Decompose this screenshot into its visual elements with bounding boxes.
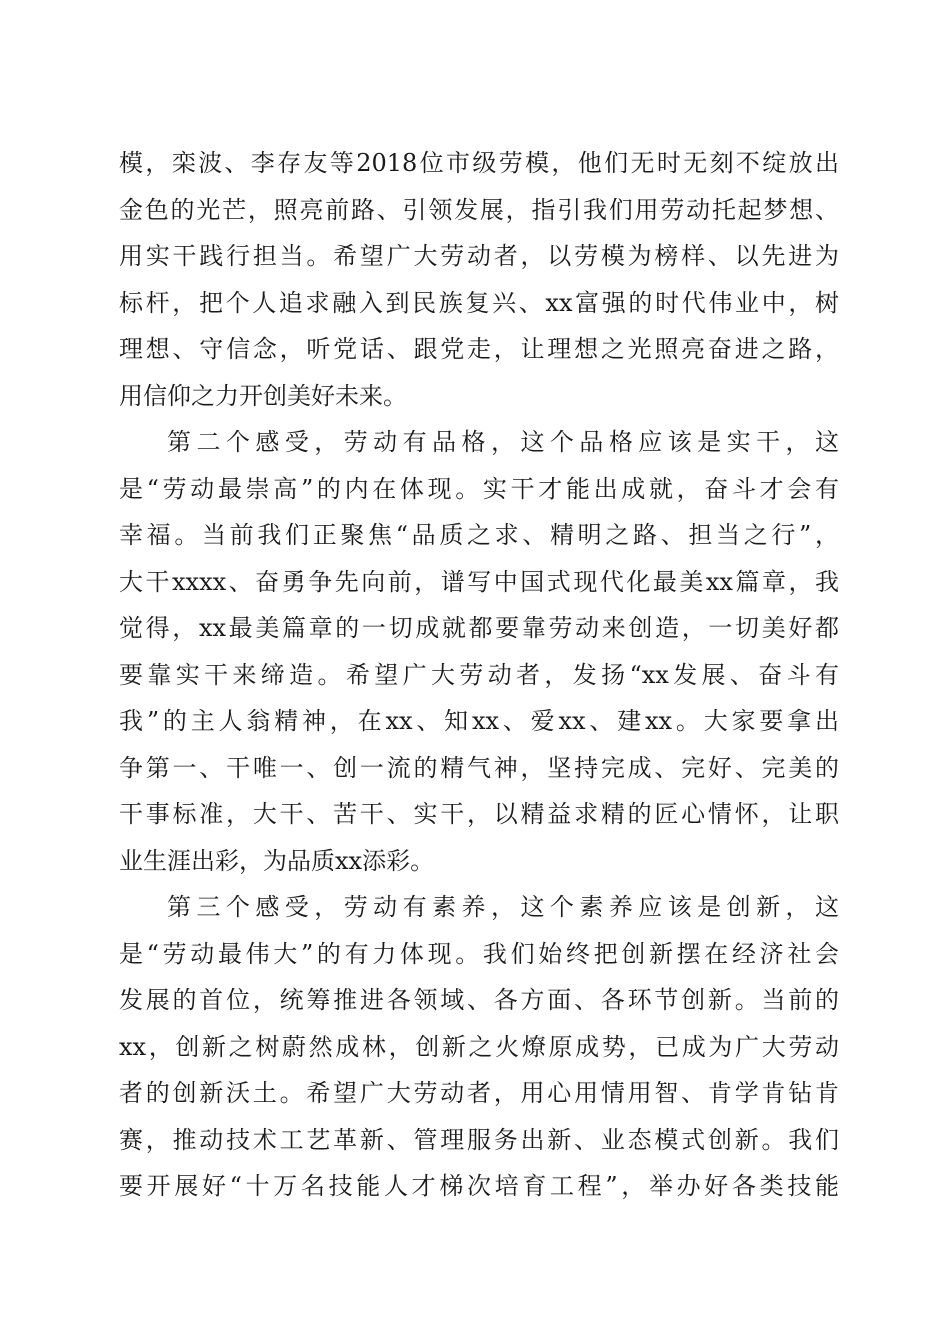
document-body: [119, 140, 839, 1210]
text-line: 我”的主人翁精神，在xx、知xx、爱xx、建xx。大家要拿出: [119, 707, 839, 735]
text-line: 大干xxxx、奋勇争先向前，谱写中国式现代化最美xx篇章，我: [119, 567, 839, 596]
text-line: 赛，推动技术工艺革新、管理服务出新、业态模式创新。我们: [119, 1125, 839, 1154]
text-line: 是“劳动最伟大”的有力体现。我们始终把创新摆在经济社会: [119, 939, 839, 968]
text-line: 金色的光芒，照亮前路、引领发展，指引我们用劳动托起梦想、: [119, 195, 839, 224]
text-line: 第二个感受，劳动有品格，这个品格应该是实干，这: [167, 428, 839, 456]
text-line: 是“劳动最崇高”的内在体现。实干才能出成就，奋斗才会有: [119, 474, 839, 503]
text-line: 幸福。当前我们正聚焦“品质之求、精明之路、担当之行”，: [119, 521, 839, 549]
text-line: 觉得，xx最美篇章的一切成就都要靠劳动来创造，一切美好都: [119, 614, 839, 642]
text-line: 模，栾波、李存友等2018位市级劳模，他们无时无刻不绽放出: [119, 149, 839, 177]
text-line: 第三个感受，劳动有素养，这个素养应该是创新，这: [167, 893, 839, 921]
text-line: 发展的首位，统筹推进各领域、各方面、各环节创新。当前的: [119, 986, 839, 1014]
text-line: 用信仰之力开创美好未来。: [119, 381, 407, 410]
text-line: 争第一、干唯一、创一流的精气神，坚持完成、完好、完美的: [119, 753, 839, 782]
text-line: 要靠实干来缔造。希望广大劳动者，发扬“xx发展、奋斗有: [119, 660, 839, 689]
text-line: 要开展好“十万名技能人才梯次培育工程”，举办好各类技能: [119, 1172, 839, 1200]
text-line: 者的创新沃土。希望广大劳动者，用心用情用智、肯学肯钻肯: [119, 1079, 839, 1107]
text-line: 业生涯出彩，为品质xx添彩。: [119, 846, 435, 875]
text-line: xx，创新之树蔚然成林，创新之火燎原成势，已成为广大劳动: [119, 1032, 839, 1061]
text-line: 标杆，把个人追求融入到民族复兴、xx富强的时代伟业中，树: [119, 288, 839, 317]
text-line: 用实干践行担当。希望广大劳动者，以劳模为榜样、以先进为: [119, 242, 839, 270]
text-line: 干事标准，大干、苦干、实干，以精益求精的匠心情怀，让职: [119, 800, 839, 828]
text-line: 理想、守信念，听党话、跟党走，让理想之光照亮奋进之路，: [119, 335, 839, 363]
